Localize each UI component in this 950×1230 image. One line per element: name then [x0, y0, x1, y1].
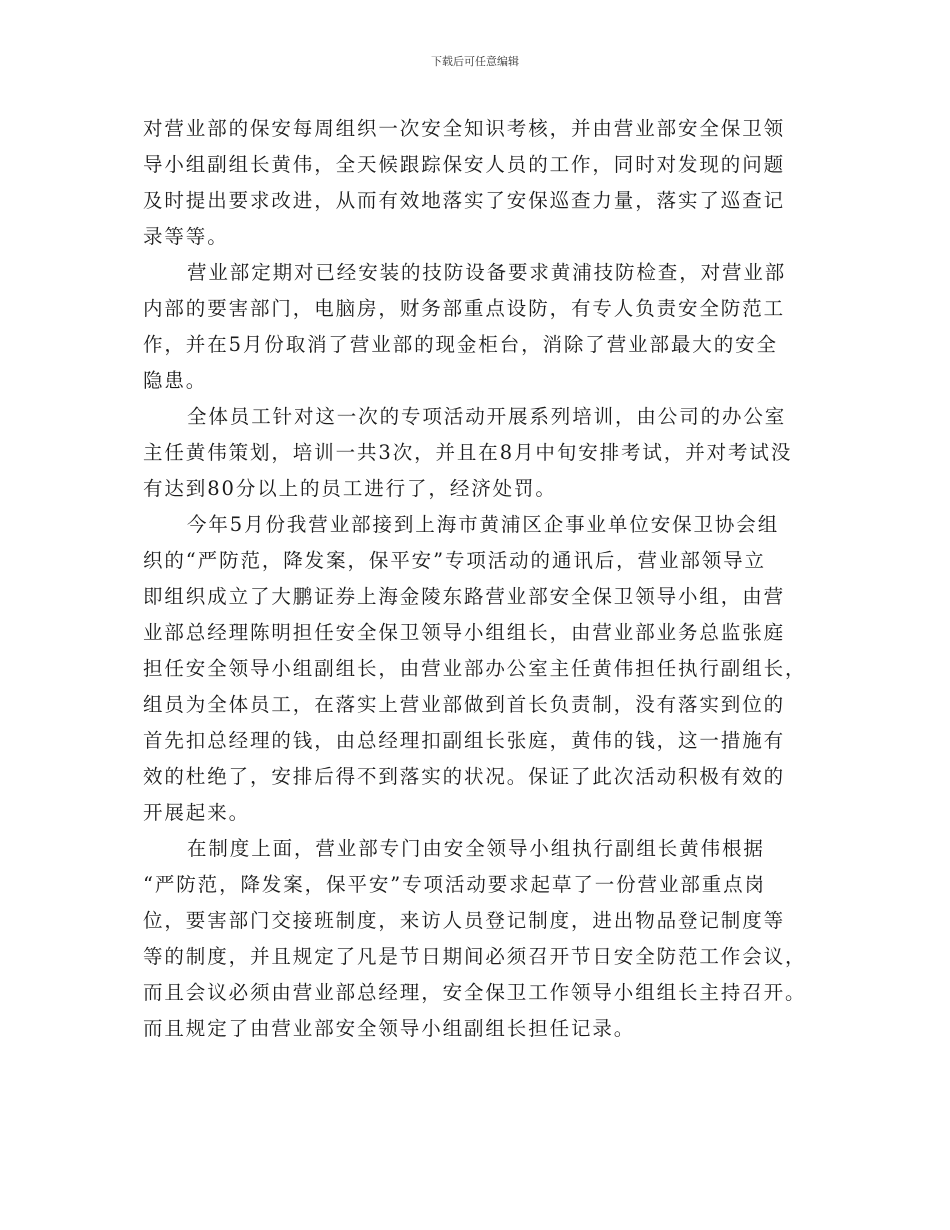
text-line: 位，要害部门交接班制度，来访人员登记制度，进出物品登记制度等 [143, 909, 786, 932]
text-line: 主任黄伟策划，培训一共3次，并且在8月中旬安排考试，并对考试没 [143, 441, 793, 464]
text-line: 而且会议必须由营业部总经理，安全保卫工作领导小组组长主持召开。 [143, 981, 807, 1004]
text-line: 今年5月份我营业部接到上海市黄浦区企事业单位安保卫协会组 [187, 513, 780, 536]
text-line: 隐患。 [143, 369, 208, 392]
paragraph [143, 507, 811, 831]
text-line: 业部总经理陈明担任安全保卫领导小组组长，由营业部业务总监张庭 [143, 621, 786, 644]
text-line: 作，并在5月份取消了营业部的现金柜台，消除了营业部最大的安全 [143, 333, 778, 356]
document-body [143, 111, 811, 1047]
paragraph [143, 255, 811, 399]
text-line: 录等等。 [143, 225, 229, 248]
text-line: 全体员工针对这一次的专项活动开展系列培训，由公司的办公室 [187, 405, 787, 428]
text-line: 营业部定期对已经安装的技防设备要求黄浦技防检查，对营业部 [187, 261, 787, 284]
text-line: 对营业部的保安每周组织一次安全知识考核，并由营业部安全保卫领 [143, 117, 786, 140]
text-line: 有达到80分以上的员工进行了，经济处罚。 [143, 477, 557, 500]
text-line: 首先扣总经理的钱，由总经理扣副组长张庭，黄伟的钱，这一措施有 [143, 729, 786, 752]
text-line: 而且规定了由营业部安全领导小组副组长担任记录。 [143, 1017, 636, 1040]
text-line: 效的杜绝了，安排后得不到落实的状况。保证了此次活动积极有效的 [143, 765, 786, 788]
text-line: 及时提出要求改进，从而有效地落实了安保巡查力量，落实了巡查记 [143, 189, 786, 212]
paragraph [143, 831, 811, 1047]
text-line: 即组织成立了大鹏证券上海金陵东路营业部安全保卫领导小组，由营 [143, 585, 786, 608]
text-line: 织的“严防范，降发案，保平安”专项活动的通讯后，营业部领导立 [143, 549, 766, 572]
page-header: 下载后可任意编辑 [431, 55, 519, 68]
text-line: 等的制度，并且规定了凡是节日期间必须召开节日安全防范工作会议， [143, 945, 807, 968]
text-line: 担任安全领导小组副组长，由营业部办公室主任黄伟担任执行副组长， [143, 657, 807, 680]
paragraph [143, 111, 811, 255]
text-line: “严防范，降发案，保平安”专项活动要求起草了一份营业部重点岗 [143, 873, 766, 896]
text-line: 开展起来。 [143, 801, 251, 824]
text-line: 在制度上面，营业部专门由安全领导小组执行副组长黄伟根据 [187, 837, 765, 860]
paragraph [143, 399, 811, 507]
text-line: 组员为全体员工，在落实上营业部做到首长负责制，没有落实到位的 [143, 693, 786, 716]
text-line: 内部的要害部门，电脑房，财务部重点设防，有专人负责安全防范工 [143, 297, 786, 320]
text-line: 导小组副组长黄伟，全天候跟踪保安人员的工作，同时对发现的问题 [143, 153, 786, 176]
